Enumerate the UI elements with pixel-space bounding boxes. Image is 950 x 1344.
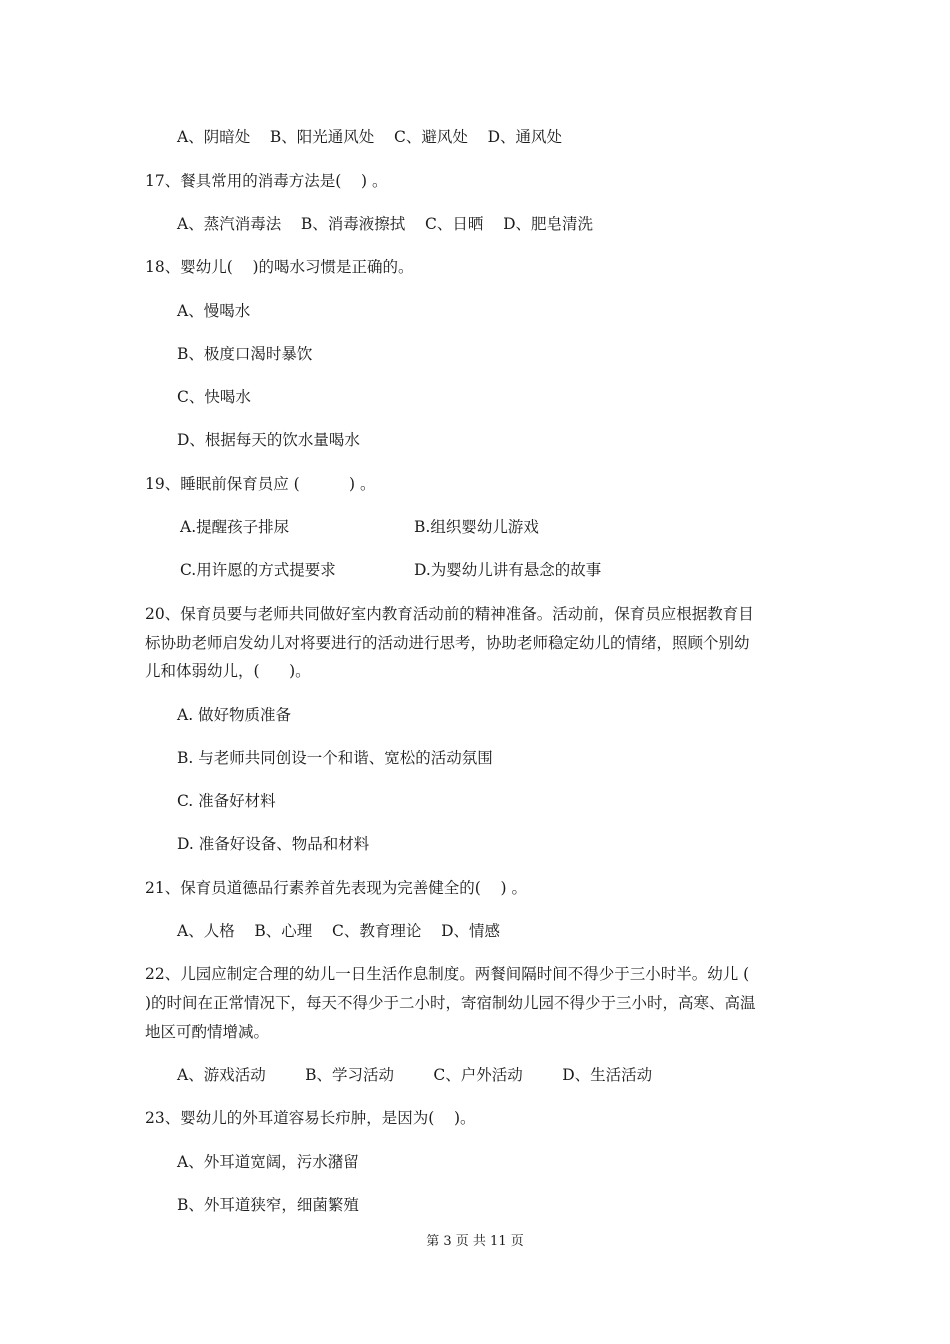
q20-option-a: A. 做好物质准备 <box>177 706 292 724</box>
q20-stem-line-2: 标协助老师启发幼儿对将要进行的活动进行思考，协助老师稳定幼儿的情绪，照顾个别幼 <box>145 634 750 652</box>
q20-option-b: B. 与老师共同创设一个和谐、宽松的活动氛围 <box>177 749 493 767</box>
q18-stem: 18、婴幼儿( )的喝水习惯是正确的。 <box>145 258 414 276</box>
q19-option-b: B.组织婴幼儿游戏 <box>414 518 539 536</box>
q20-stem-line-1: 20、保育员要与老师共同做好室内教育活动前的精神准备。活动前，保育员应根据教育目 <box>145 605 754 623</box>
q17-options: A、蒸汽消毒法 B、消毒液擦拭 C、日晒 D、肥皂清洗 <box>177 215 593 233</box>
q22-options: A、游戏活动 B、学习活动 C、户外活动 D、生活活动 <box>177 1066 653 1084</box>
page-footer: 第 3 页 共 11 页 <box>426 1234 524 1249</box>
q17-stem: 17、餐具常用的消毒方法是( ) 。 <box>145 172 388 190</box>
q18-option-d: D、根据每天的饮水量喝水 <box>177 431 360 449</box>
q21-options: A、人格 B、心理 C、教育理论 D、情感 <box>177 922 500 940</box>
q19-option-c: C.用许愿的方式提要求 <box>180 561 336 579</box>
q19-stem: 19、睡眠前保育员应 ( ) 。 <box>145 475 376 493</box>
q18-option-a: A、慢喝水 <box>177 302 251 320</box>
q23-option-b: B、外耳道狭窄，细菌繁殖 <box>177 1196 359 1214</box>
q16-options: A、阴暗处 B、阳光通风处 C、避风处 D、通风处 <box>177 128 562 146</box>
q18-option-b: B、极度口渴时暴饮 <box>177 345 313 363</box>
q20-option-c: C. 准备好材料 <box>177 792 276 810</box>
q20-stem-line-3: 儿和体弱幼儿，( )。 <box>145 662 311 680</box>
q21-stem: 21、保育员道德品行素养首先表现为完善健全的( ) 。 <box>145 879 527 897</box>
q22-stem-line-3: 地区可酌情增减。 <box>145 1023 270 1041</box>
q22-stem-line-2: )的时间在正常情况下，每天不得少于二小时，寄宿制幼儿园不得少于三小时，高寒、高温 <box>145 994 756 1012</box>
q23-option-a: A、外耳道宽阔，污水潴留 <box>177 1153 359 1171</box>
q20-option-d: D. 准备好设备、物品和材料 <box>177 835 370 853</box>
q18-option-c: C、快喝水 <box>177 388 251 406</box>
q22-stem-line-1: 22、儿园应制定合理的幼儿一日生活作息制度。两餐间隔时间不得少于三小时半。幼儿 ( <box>145 965 750 983</box>
q19-option-d: D.为婴幼儿讲有悬念的故事 <box>414 561 602 579</box>
q19-option-a: A.提醒孩子排尿 <box>180 518 290 536</box>
q23-stem: 23、婴幼儿的外耳道容易长疖肿，是因为( )。 <box>145 1109 476 1127</box>
